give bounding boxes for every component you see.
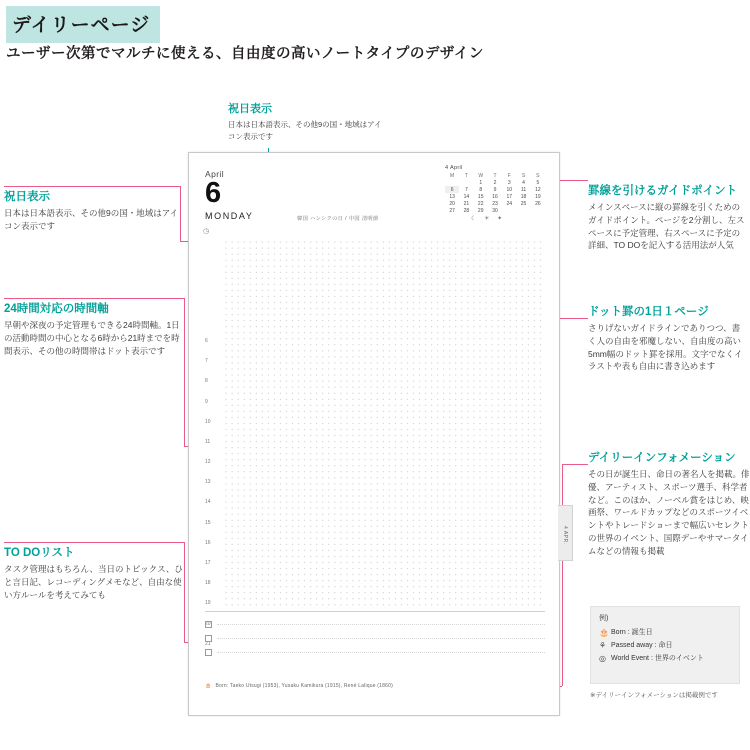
mini-calendar-day[interactable]: 17 xyxy=(506,193,513,200)
mini-calendar-day[interactable]: 14 xyxy=(463,193,470,200)
mini-calendar-weekday: S xyxy=(521,172,526,179)
born-icon: 🎂 xyxy=(205,683,212,689)
holiday-icon-row: ☾ ☀ ✦ xyxy=(471,216,506,222)
annotation-body: 日本は日本語表示、その他9の国・地域はアイコン表示です xyxy=(4,208,178,231)
annotation-title: 祝日表示 xyxy=(4,191,50,203)
mini-calendar-table xyxy=(445,172,545,214)
legend-rows xyxy=(599,627,731,663)
holiday-text: 韓国 ハンシクの日 / 中国 清明節 xyxy=(297,216,379,222)
legend-icon: 🎂 xyxy=(599,627,609,637)
time-axis-label: 10 xyxy=(205,418,211,425)
annotation-body: メインスペースに縦の罫線を引くためのガイドポイント。ページを2分割し、左スペースに予定管理、右スペースに予定の詳細、TO DOを記入する活用法が人気 xyxy=(588,202,745,251)
mini-calendar-week xyxy=(445,179,545,186)
annotation-body: さりげないガイドラインでありつつ、書く人の自由を邪魔しない、自由度の高い5mm幅のドット罫を採用。文字でなくイラストや表も自由に書き込めます xyxy=(588,323,743,372)
mini-calendar-day[interactable]: 3 xyxy=(507,179,511,186)
mini-calendar-weekday: T xyxy=(493,172,497,179)
mini-calendar-title: 4 April xyxy=(445,165,463,171)
annotation-title: 祝日表示 xyxy=(228,103,272,115)
todo-item xyxy=(205,631,545,645)
date-day: 6 xyxy=(205,177,222,209)
writing-sheet xyxy=(203,228,545,647)
leader-line-todo-v xyxy=(184,542,185,642)
date-weekday: MONDAY xyxy=(205,210,254,221)
leader-line-timeline-top xyxy=(4,298,184,299)
annotation-title: ドット罫の1日１ページ xyxy=(588,306,709,318)
checkbox-icon[interactable] xyxy=(205,621,212,628)
mini-calendar-week xyxy=(445,200,545,207)
mini-calendar-day[interactable] xyxy=(502,207,516,214)
annotation-title: TO DOリスト xyxy=(4,547,75,559)
page-title: デイリーページ xyxy=(6,6,160,43)
mini-calendar-weekday: M xyxy=(450,172,455,179)
time-axis-label: 8 xyxy=(205,378,208,385)
annotation-left-holiday xyxy=(4,188,182,233)
annotation-top-holiday xyxy=(228,100,388,142)
daily-information-text: Born: Taeko Utsugi (1953), Yusaku Kamikura (1915), René Lalique (1860) xyxy=(215,683,393,689)
legend-item xyxy=(599,640,731,650)
leader-line-left-holiday-top xyxy=(4,186,180,187)
annotation-right-dot xyxy=(588,303,748,373)
mini-calendar-day[interactable] xyxy=(516,207,530,214)
clock-icon: ◷ xyxy=(203,228,210,235)
mini-calendar-day[interactable] xyxy=(531,207,545,214)
mini-calendar-head xyxy=(445,172,545,179)
leader-line-info xyxy=(562,464,588,465)
annotation-body: タスク管理はもちろん、当日のトピックス、ひと言日記、レコーディングメモなど、自由な使い方ルールを考えてみても xyxy=(4,564,183,600)
mini-calendar-day[interactable]: 15 xyxy=(477,193,484,200)
mini-calendar-day[interactable]: 10 xyxy=(506,186,513,193)
mini-calendar-day[interactable]: 8 xyxy=(479,186,483,193)
legend-note: ※デイリーインフォメーションは掲載例です xyxy=(590,692,718,699)
annotation-body: 日本は日本語表示、その他9の国・地域はアイコン表示です xyxy=(228,120,382,141)
time-axis-label: 21 xyxy=(205,640,211,647)
annotation-left-todo xyxy=(4,544,184,601)
legend-icon: ◎ xyxy=(599,653,606,663)
time-axis-label xyxy=(205,298,221,318)
time-axis-label: 16 xyxy=(205,539,211,546)
legend-label: World Event : 世界のイベント xyxy=(611,655,704,662)
date-month: April xyxy=(205,169,225,179)
date-block xyxy=(205,169,253,221)
mini-calendar-week xyxy=(445,207,545,214)
annotation-title: デイリーインフォメーション xyxy=(588,452,736,464)
annotation-title: 24時間対応の時間軸 xyxy=(4,303,109,315)
time-axis-label: 9 xyxy=(205,398,208,405)
annotation-left-timeline xyxy=(4,300,184,357)
time-axis-label xyxy=(205,318,221,338)
mini-calendar-day[interactable]: 12 xyxy=(535,186,541,193)
time-axis-label: 19 xyxy=(205,600,211,607)
mini-calendar-day[interactable]: 19 xyxy=(535,193,541,200)
legend-item xyxy=(599,627,731,637)
mini-calendar-day[interactable]: 23 xyxy=(492,200,498,207)
mini-calendar-day[interactable]: 4 xyxy=(522,179,525,186)
time-axis-label: 11 xyxy=(205,438,211,445)
checkbox-icon[interactable] xyxy=(205,649,212,656)
todo-item xyxy=(205,645,545,659)
checkbox-icon[interactable] xyxy=(205,635,212,642)
todo-item xyxy=(205,617,545,631)
mini-calendar-day[interactable]: 27 xyxy=(449,207,455,214)
daily-information xyxy=(205,683,545,689)
legend-box xyxy=(590,606,740,684)
mini-calendar-day[interactable] xyxy=(459,179,473,186)
mini-calendar-day[interactable]: 13 xyxy=(449,193,455,200)
mini-calendar-weekday: S xyxy=(536,172,540,179)
time-axis-label xyxy=(205,237,221,257)
month-tab xyxy=(558,505,573,561)
mini-calendar-day[interactable]: 24 xyxy=(506,200,513,207)
mini-calendar-body xyxy=(445,179,545,214)
notebook-page xyxy=(188,152,568,716)
mini-calendar-day[interactable]: 22 xyxy=(477,200,484,207)
mini-calendar-day[interactable]: 29 xyxy=(477,207,484,214)
mini-calendar-weekday: W xyxy=(478,172,484,179)
mini-calendar-day[interactable]: 25 xyxy=(520,200,527,207)
time-axis-label: 17 xyxy=(205,560,211,566)
mini-calendar-day[interactable]: 11 xyxy=(520,186,527,193)
leader-line-info-v xyxy=(562,464,563,686)
month-tab-label: 4 APR. xyxy=(562,526,568,545)
mini-calendar-day[interactable]: 16 xyxy=(492,193,498,200)
annotation-title: 罫線を引けるガイドポイント xyxy=(588,185,738,197)
mini-calendar-week xyxy=(445,193,545,200)
annotation-right-info xyxy=(588,449,750,557)
time-axis-label: 20 xyxy=(205,620,211,627)
mini-calendar-day[interactable]: 9 xyxy=(493,186,497,193)
mini-calendar-day[interactable]: 18 xyxy=(520,193,527,200)
time-axis xyxy=(205,237,221,647)
mini-calendar-day[interactable]: 1 xyxy=(479,179,483,186)
time-axis-label: 13 xyxy=(205,479,211,486)
mini-calendar xyxy=(445,165,545,214)
time-axis-label: 18 xyxy=(205,580,211,587)
time-axis-label: 15 xyxy=(205,519,211,526)
legend-icon: ⚘ xyxy=(599,640,607,650)
time-axis-label: 14 xyxy=(205,499,211,506)
mini-calendar-weekday: T xyxy=(464,172,468,179)
mini-calendar-weekday: F xyxy=(507,172,511,179)
mini-calendar-day[interactable]: 20 xyxy=(449,200,455,207)
legend-label: Born : 誕生日 xyxy=(611,629,653,636)
mini-calendar-day[interactable]: 5 xyxy=(536,179,540,186)
leader-line-todo-top xyxy=(4,542,184,543)
annotation-body: 早朝や深夜の予定管理もできる24時間軸。1日の活動時間の中心となる6時から21時までを時間表示、その他の時間帯はドット表示です xyxy=(4,320,180,356)
mini-calendar-day[interactable]: 2 xyxy=(493,179,497,186)
time-axis-label: 6 xyxy=(205,337,208,344)
mini-calendar-week xyxy=(445,186,545,193)
mini-calendar-day[interactable]: 7 xyxy=(465,186,468,193)
time-axis-label xyxy=(205,701,221,721)
annotation-body: その日が誕生日、命日の著名人を掲載。俳優、アーティスト、スポーツ選手、科学者など。このほか、ノーベル賞をはじめ、映画祭、ワールドカップなどのスポーツイベントやトレードショーまで幅広いセレクトの世界のイベント、国際デーやサマータイムなどの情報も掲載 xyxy=(588,469,750,556)
time-axis-label: 7 xyxy=(205,358,208,365)
time-axis-label: 12 xyxy=(205,459,211,466)
mini-calendar-day[interactable]: 28 xyxy=(463,207,470,214)
mini-calendar-day[interactable]: 30 xyxy=(492,207,498,214)
mini-calendar-day[interactable]: 26 xyxy=(535,200,541,207)
legend-item xyxy=(599,653,731,663)
annotation-right-guide xyxy=(588,182,748,252)
leader-line-timeline-v xyxy=(184,298,185,446)
page-subtitle: ユーザー次第でマルチに使える、自由度の高いノートタイプのデザイン xyxy=(6,46,484,62)
time-axis-label xyxy=(205,257,221,277)
legend-label: Passed away : 命日 xyxy=(611,642,673,649)
mini-calendar-day[interactable]: 6 xyxy=(445,186,459,193)
mini-calendar-day[interactable] xyxy=(445,179,459,186)
dot-grid xyxy=(223,237,545,607)
todo-list xyxy=(205,611,545,669)
mini-calendar-day[interactable]: 21 xyxy=(463,200,470,207)
time-axis-label xyxy=(205,277,221,297)
legend-title: 例) xyxy=(599,615,609,622)
